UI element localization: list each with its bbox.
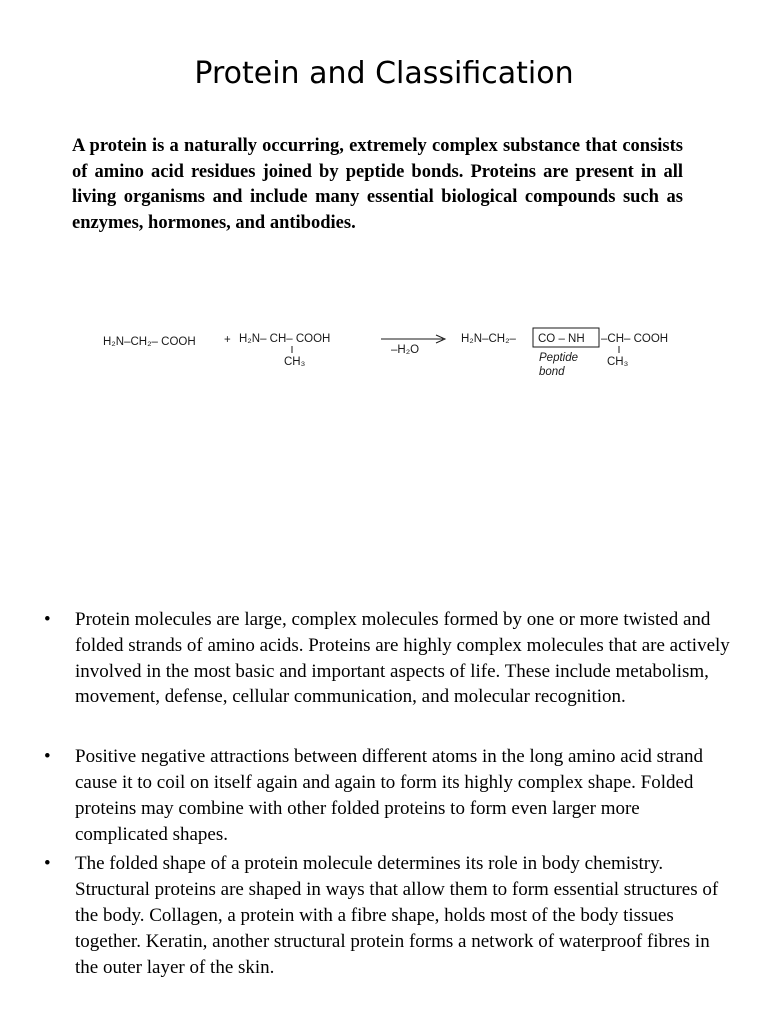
bullet-text: The folded shape of a protein molecule determines its role in body chemistry. Structural proteins are shaped in ways that allow them to form essential structures of the body. Collagen, a protein with a fibre shape, holds most of the body tissues together. Keratin, another structural protein forms a network of waterproof fibres in the outer layer of the skin. [75, 853, 719, 978]
peptide-label: Peptide [539, 352, 579, 364]
bullet-list [40, 607, 730, 980]
product-methyl: CH₃ [607, 356, 629, 368]
slide-title: Protein and Classification [194, 56, 574, 91]
bullet-marker: • [44, 609, 51, 630]
reaction-condition: –H₂O [391, 344, 420, 356]
bullet-marker: • [44, 853, 51, 875]
plus-sign: + [224, 334, 231, 346]
reactant-alanine: H₂N– CH– COOH [239, 333, 331, 345]
bullet-text: Positive negative attractions between different atoms in the long amino acid strand cause it to coil on itself again and again to form its highly complex shape. Folded proteins may combine with other folded proteins to form even larger more complicated shapes. [75, 746, 704, 845]
reactant-methyl: CH₃ [284, 356, 306, 368]
peptide-reaction-diagram [95, 318, 695, 388]
product-right: –CH– COOH [601, 333, 669, 345]
intro-paragraph: A protein is a naturally occurring, extremely complex substance that consists of amino acid residues joined by peptide bonds. Proteins are present in all living organisms and include many essential biological compounds such as enzymes, hormones, and antibodies. [72, 136, 683, 233]
bond-label: bond [539, 366, 565, 378]
bullet-item [40, 744, 730, 847]
bullet-text: Protein molecules are large, complex molecules formed by one or more twisted and folded strands of amino acids. Proteins are highly complex molecules that are actively involved in the most basic and important aspects of life. These include metabolism, movement, defense, cellular communication, and molecular recognition. [75, 609, 730, 708]
bullet-item [40, 607, 730, 710]
product-peptide-bond: CO – NH [538, 333, 585, 345]
product-left: H₂N–CH₂– [461, 333, 516, 345]
bullet-item [40, 851, 730, 980]
bullet-marker: • [44, 746, 51, 768]
reactant-glycine: H₂N–CH₂– COOH [103, 336, 196, 348]
